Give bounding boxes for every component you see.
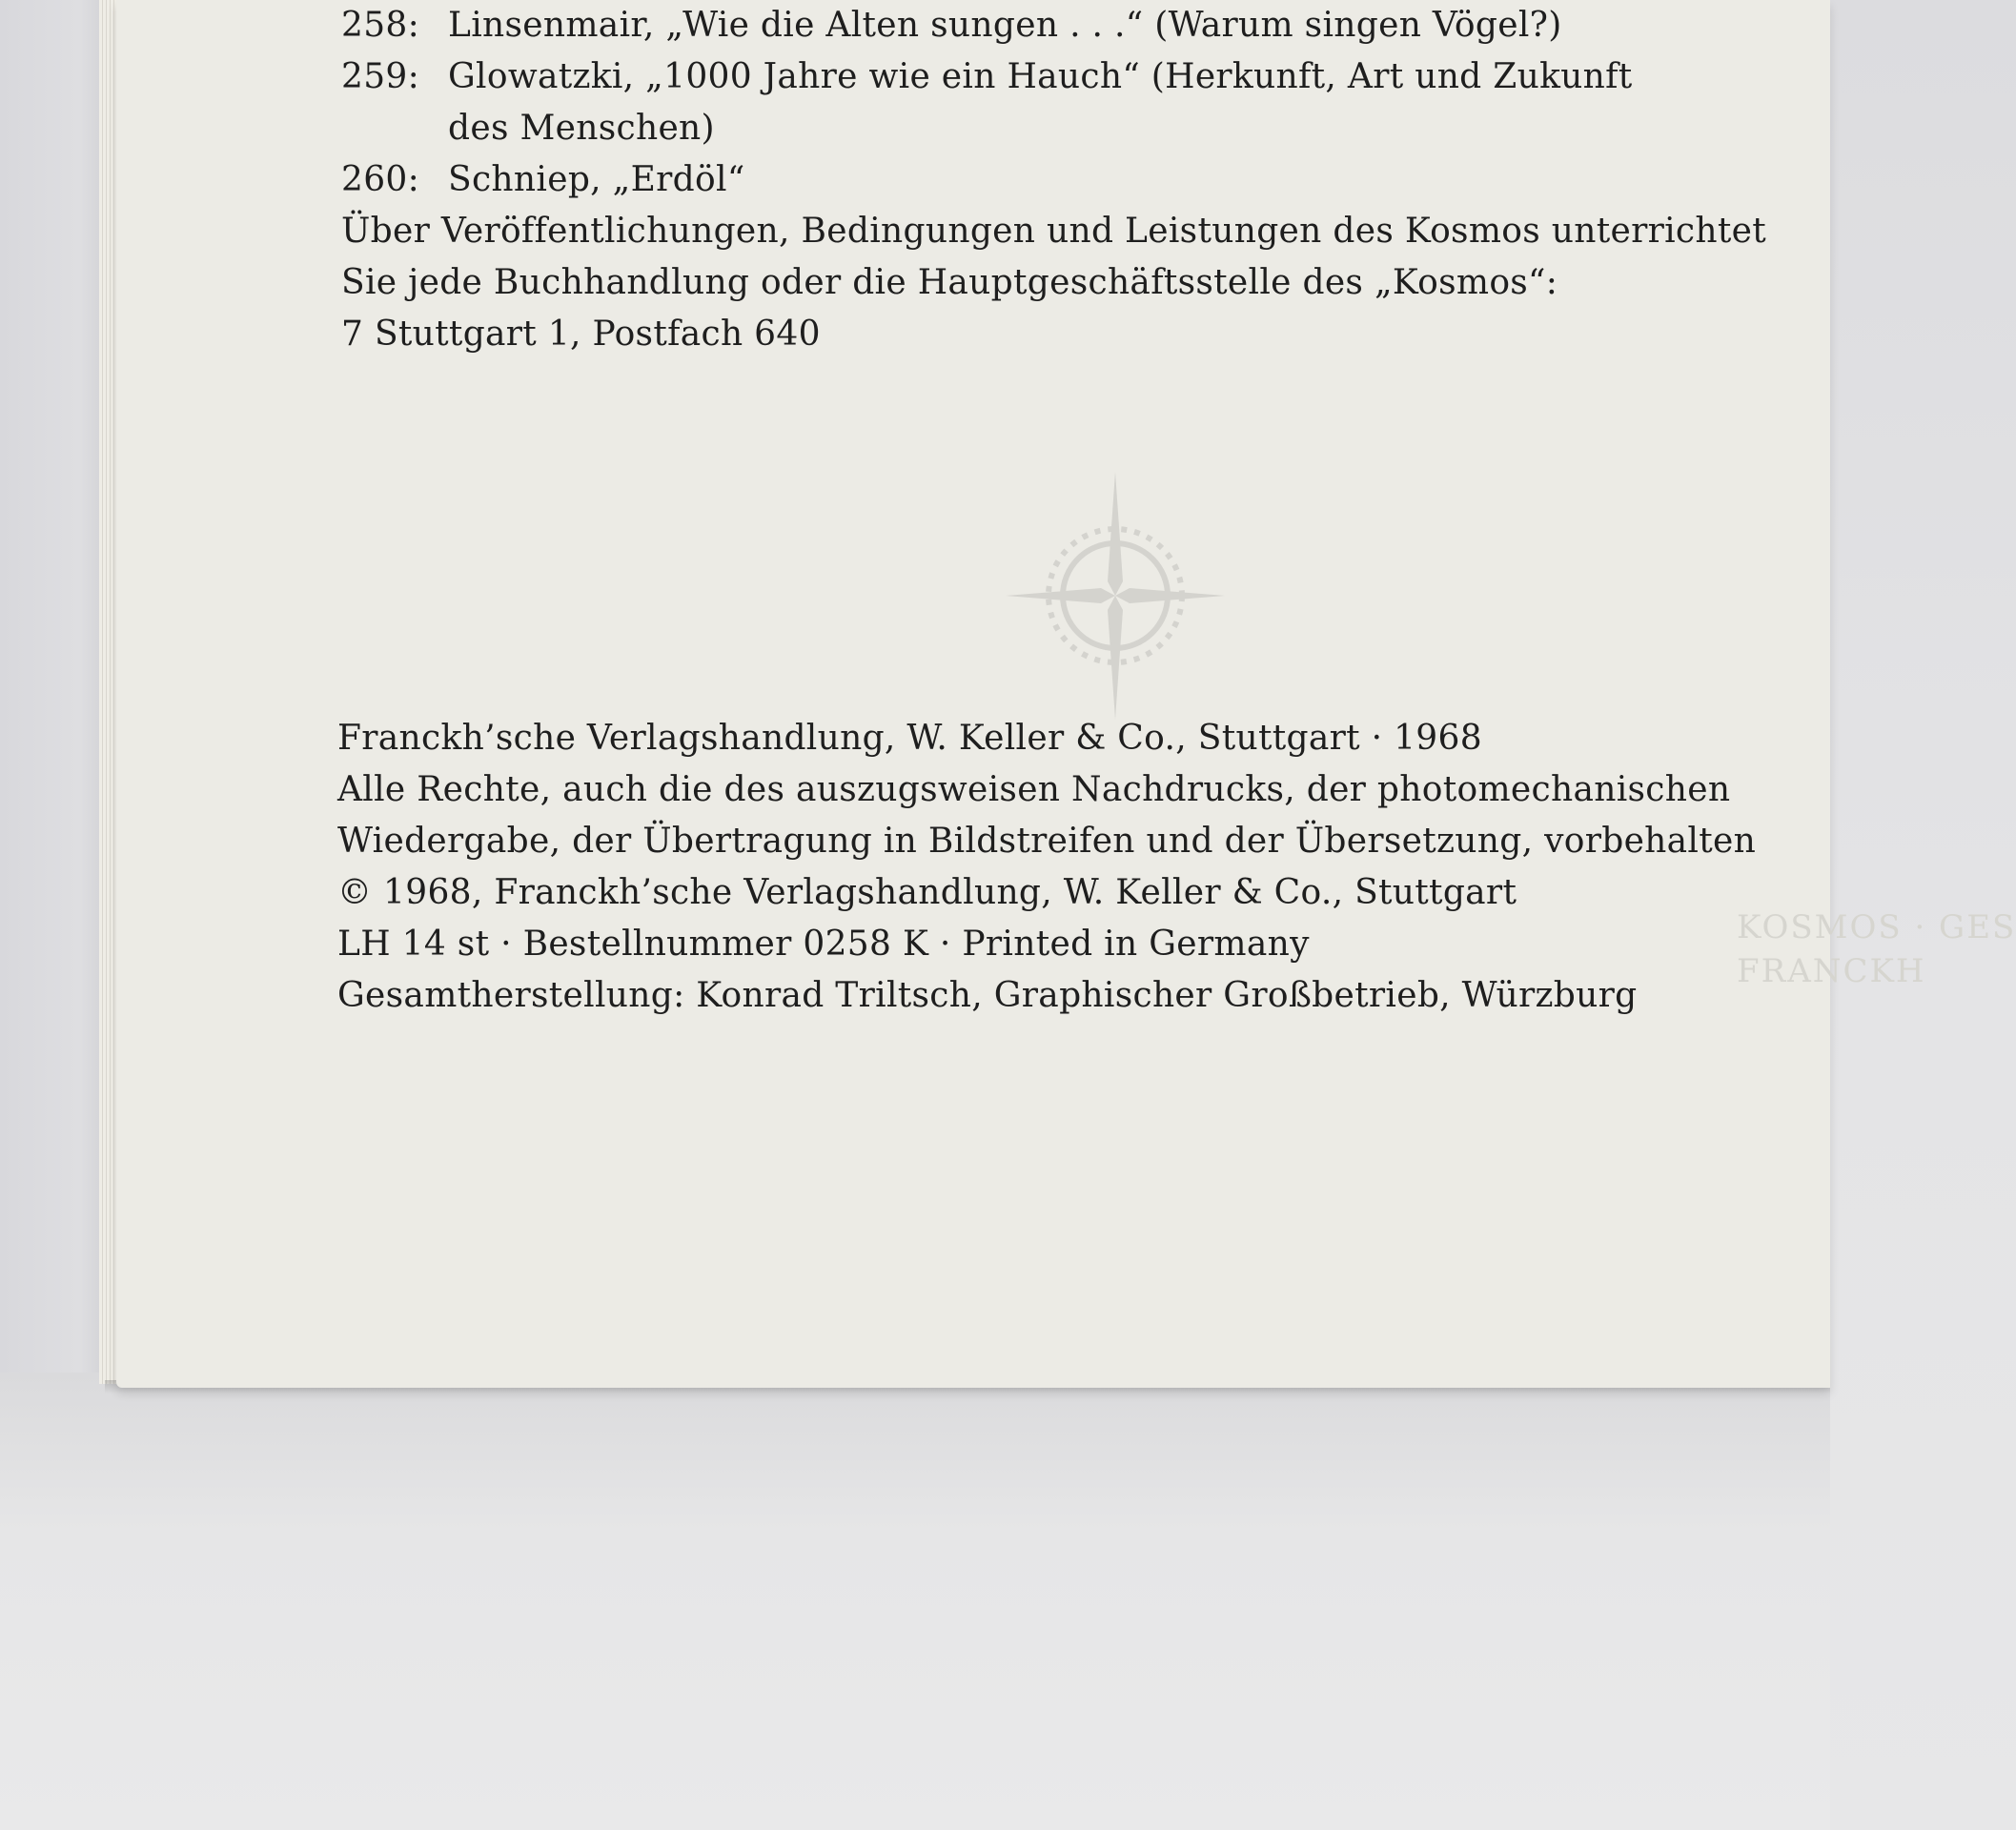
order-line: LH 14 st · Bestellnummer 0258 K · Printed in Germany xyxy=(337,925,1310,964)
entry-text: Linsenmair, „Wie die Alten sungen . . .“ (Warum singen Vögel?) xyxy=(448,6,1562,45)
background-left xyxy=(0,0,114,1392)
entry-text: Glowatzki, „1000 Jahre wie ein Hauch“ (Herkunft, Art und Zukunft xyxy=(448,57,1633,96)
list-item xyxy=(341,0,1633,51)
series-list xyxy=(341,0,1633,206)
info-line: Über Veröffentlichungen, Bedingungen und Leistungen des Kosmos unterrichtet xyxy=(341,212,1767,251)
rights-line: Alle Rechte, auch die des auszugsweisen Nachdrucks, der photomechanischen xyxy=(337,770,1731,809)
entry-number: 258: xyxy=(341,6,420,45)
production-line: Gesamtherstellung: Konrad Triltsch, Graphischer Großbetrieb, Würzburg xyxy=(337,976,1638,1015)
publisher-line: Franckh’sche Verlagshandlung, W. Keller & Co., Stuttgart · 1968 xyxy=(337,719,1482,758)
imprint xyxy=(337,713,1756,1022)
entry-continuation: des Menschen) xyxy=(448,109,715,148)
entry-text: Schniep, „Erdöl“ xyxy=(448,160,745,199)
entry-number: 260: xyxy=(341,160,420,199)
info-line: Sie jede Buchhandlung oder die Hauptgeschäftsstelle des „Kosmos“: xyxy=(341,263,1558,302)
rights-line: Wiedergabe, der Übertragung in Bildstreifen und der Übersetzung, vorbehalten xyxy=(337,822,1757,861)
show-through-text: KOSMOS · GES FRANCKH xyxy=(1737,908,2016,990)
table-surface xyxy=(0,1372,1830,1830)
copyright-line: © 1968, Franckh’sche Verlagshandlung, W. Keller & Co., Stuttgart xyxy=(337,873,1517,912)
entry-number: 259: xyxy=(341,57,420,96)
publisher-info xyxy=(341,206,1766,360)
address-line: 7 Stuttgart 1, Postfach 640 xyxy=(341,315,821,354)
list-item xyxy=(341,154,1633,206)
compass-star-icon xyxy=(1001,467,1230,724)
list-item xyxy=(341,51,1633,103)
